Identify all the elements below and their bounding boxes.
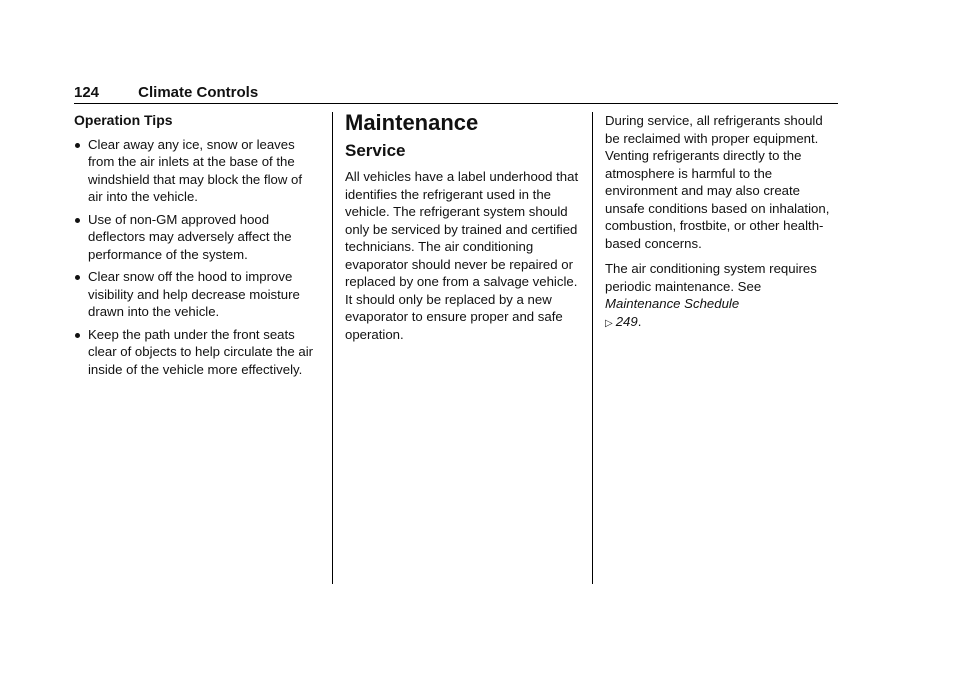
page-reference-icon: ▷ <box>605 317 613 329</box>
service-paragraph: All vehicles have a label underhood that identifies the refrigerant used in the vehicle. The refrigerant system should only be serviced by trained and certified technicians. The air conditioning evaporator should never be repaired or replaced by one from a salvage vehicle. It should only be replaced by a new evaporator to ensure proper and safe operation. <box>345 169 579 342</box>
operation-tips-heading: Operation Tips <box>74 112 173 128</box>
periodic-maintenance-paragraph: The air conditioning system requires periodic maintenance. See Maintenance Schedule ▷ 249. <box>605 261 817 329</box>
bullet-icon <box>75 333 80 338</box>
page-reference[interactable]: 249 <box>615 313 638 329</box>
refrigerant-paragraph: During service, all refrigerants should be reclaimed with proper equipment. Venting refrigerants directly to the atmosphere is harmful to the environment and may also create unsafe conditions based on inhalation, combustion, frostbite, or other health-based concerns. <box>605 113 830 251</box>
tips-list <box>74 136 319 379</box>
page-header <box>74 84 838 101</box>
list-item: Use of non-GM approved hood deflectors may adversely affect the performance of the system. <box>74 211 319 264</box>
column-divider <box>332 112 333 584</box>
left-column <box>74 112 319 383</box>
column-divider <box>592 112 593 584</box>
bullet-icon <box>75 275 80 280</box>
maintenance-title: Maintenance <box>345 110 479 135</box>
service-subtitle: Service <box>345 141 406 160</box>
middle-column <box>345 112 585 351</box>
maintenance-schedule-link[interactable]: Maintenance Schedule <box>605 296 740 311</box>
bullet-icon <box>75 143 80 148</box>
bullet-icon <box>75 218 80 223</box>
page-number: 124 <box>74 84 100 101</box>
list-item: Clear snow off the hood to improve visibility and help decrease moisture drawn into the vehicle. <box>74 268 319 321</box>
right-column <box>605 112 840 340</box>
section-title: Climate Controls <box>138 84 259 101</box>
list-item: Keep the path under the front seats clear of objects to help circulate the air inside of the vehicle more effectively. <box>74 326 319 379</box>
list-item: Clear away any ice, snow or leaves from the air inlets at the base of the windshield that may block the flow of air into the vehicle. <box>74 136 319 206</box>
header-rule <box>74 103 838 104</box>
